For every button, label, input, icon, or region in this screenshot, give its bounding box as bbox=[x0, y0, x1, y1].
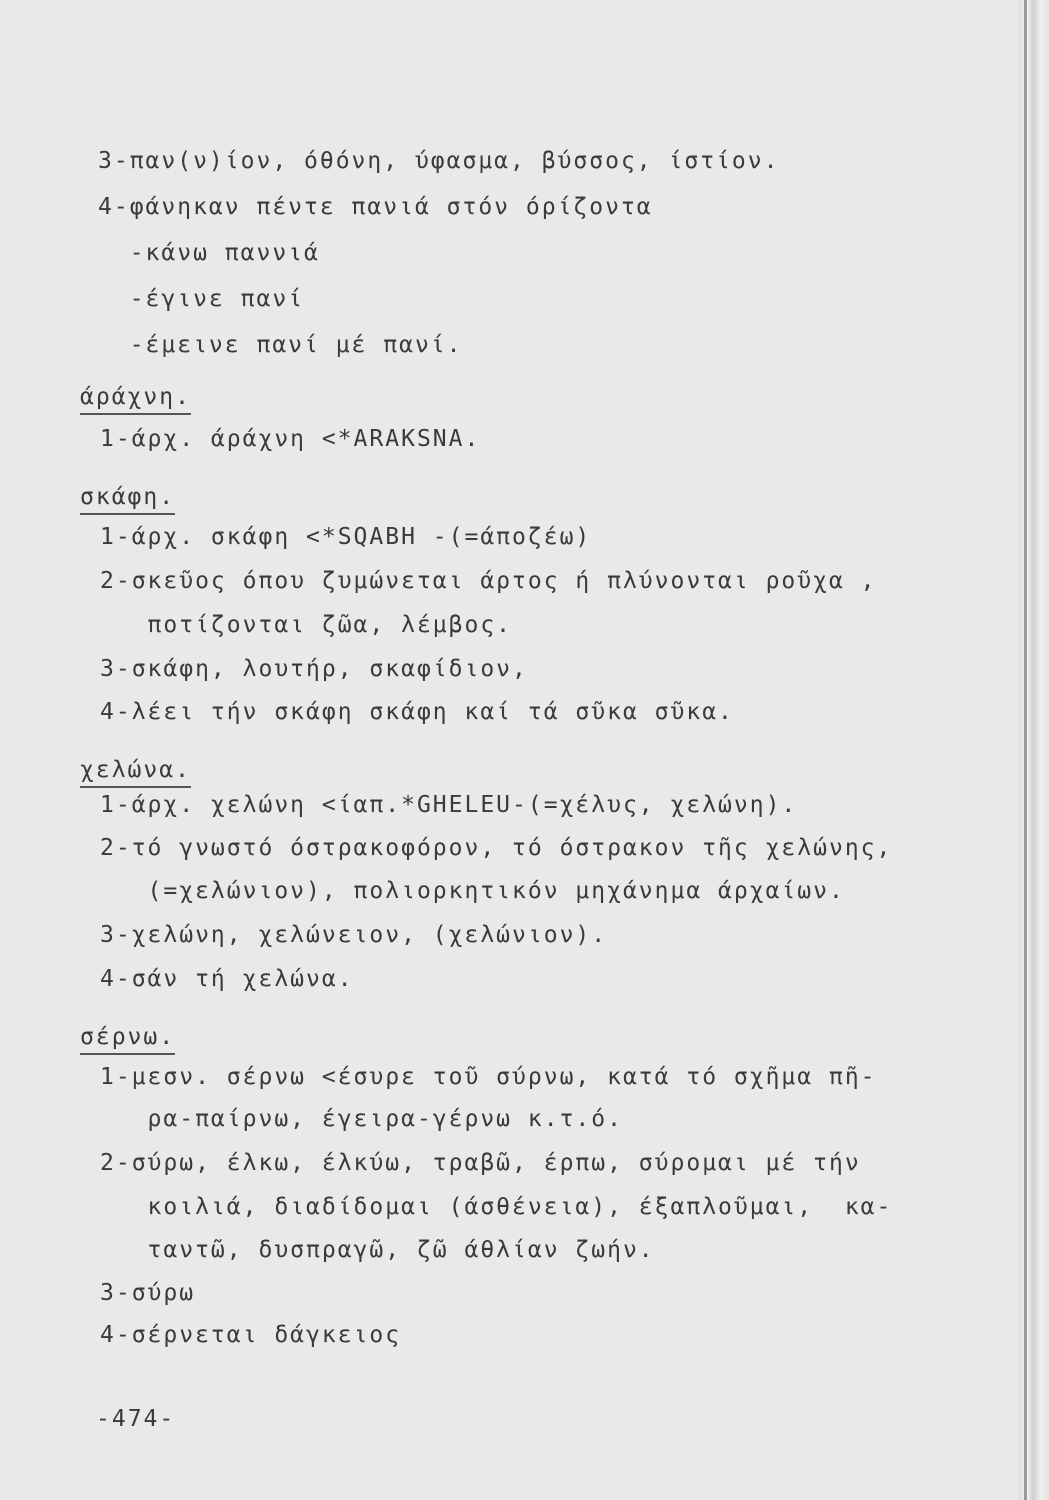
entry-line: -έγινε πανί bbox=[98, 286, 305, 312]
entry-line: κοιλιά, διαδίδομαι (άσθένεια), έξαπλοῦμαι, κα- bbox=[100, 1194, 893, 1220]
page-number: -474- bbox=[96, 1406, 176, 1432]
entry-line: 4-σάν τή χελώνα. bbox=[100, 966, 354, 992]
entry-line: 3-σύρω bbox=[100, 1280, 196, 1306]
entry-line: 1-μεσν. σέρνω <έσυρε τοῦ σύρνω, κατά τό σχῆμα πῆ- bbox=[100, 1064, 877, 1090]
entry-line: -έμεινε πανί μέ πανί. bbox=[98, 332, 463, 358]
entry-line: 1-άρχ. σκάφη <*SQABH -(=άποζέω) bbox=[100, 524, 592, 550]
entry-line: 1-άρχ. άράχνη <*ARAKSNA. bbox=[100, 426, 481, 452]
entry-line: 4-φάνηκαν πέντε πανιά στόν όρίζοντα bbox=[98, 194, 653, 220]
entry-line: (=χελώνιον), πολιορκητικόν μηχάνημα άρχαίων. bbox=[100, 878, 845, 904]
entry-line: 1-άρχ. χελώνη <ίαπ.*GHELEU-(=χέλυς, χελώνη). bbox=[100, 792, 798, 818]
entry-line: 3-σκάφη, λουτήρ, σκαφίδιον, bbox=[100, 656, 528, 682]
entry-line: 4-σέρνεται δάγκειος bbox=[100, 1322, 402, 1348]
entry-line: 4-λέει τήν σκάφη σκάφη καί τά σῦκα σῦκα. bbox=[100, 699, 734, 725]
entry-line: 2-σκεῦος όπου ζυμώνεται άρτος ή πλύνονται ροῦχα , bbox=[100, 568, 877, 594]
entry-line: ρα-παίρνω, έγειρα-γέρνω κ.τ.ό. bbox=[100, 1106, 623, 1132]
entry-line: 2-τό γνωστό όστρακοφόρον, τό όστρακον τῆς χελώνης, bbox=[100, 835, 893, 861]
entry-line: 3-χελώνη, χελώνειον, (χελώνιον). bbox=[100, 922, 608, 948]
entry-line: -κάνω παννιά bbox=[98, 240, 320, 266]
entry-line: 3-παν(ν)ίον, όθόνη, ύφασμα, βύσσος, ίστίον. bbox=[98, 148, 780, 174]
entry-line: ταντῶ, δυσπραγῶ, ζῶ άθλίαν ζωήν. bbox=[100, 1237, 655, 1263]
entry-line: ποτίζονται ζῶα, λέμβος. bbox=[100, 612, 513, 638]
entry-headword: σέρνω. bbox=[80, 1022, 175, 1055]
entry-headword: χελώνα. bbox=[80, 755, 191, 788]
entry-line: 2-σύρω, έλκω, έλκύω, τραβῶ, έρπω, σύρομαι μέ τήν bbox=[100, 1150, 861, 1176]
binding-edge bbox=[1024, 0, 1027, 1500]
entry-headword: σκάφη. bbox=[80, 482, 175, 515]
entry-headword: άράχνη. bbox=[80, 382, 191, 415]
